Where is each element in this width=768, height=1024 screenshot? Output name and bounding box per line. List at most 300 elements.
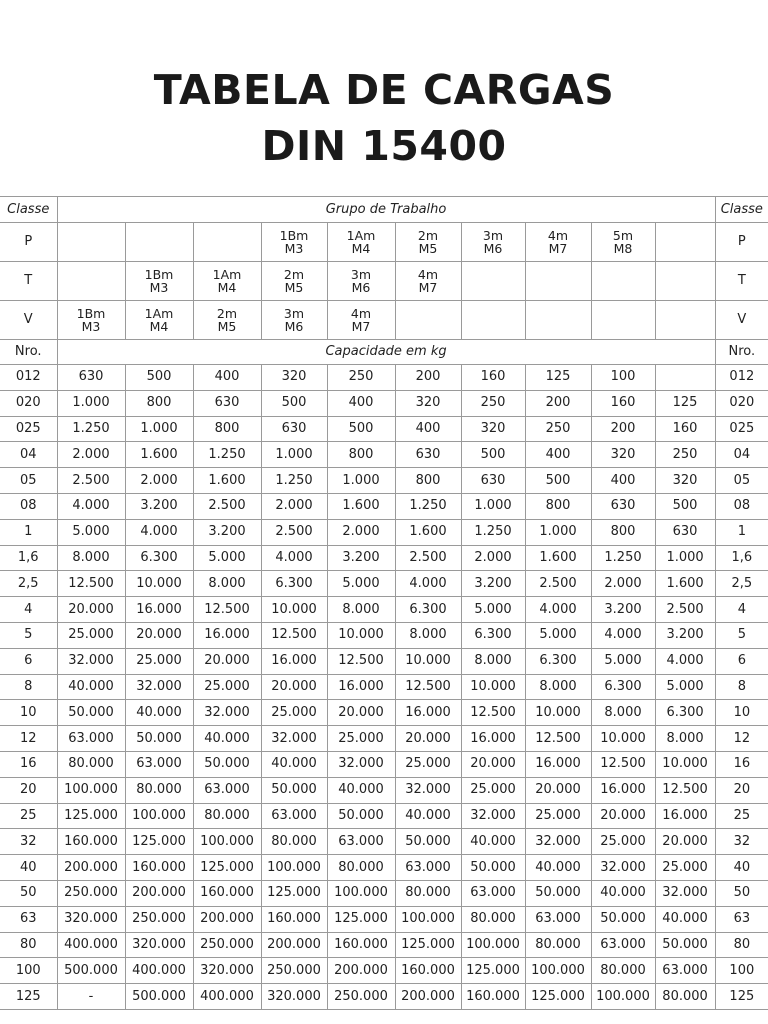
table-row: [0, 416, 768, 442]
row-nro-right: 20: [715, 777, 768, 803]
load-table: [0, 196, 768, 1010]
group-label-left: T: [0, 262, 57, 301]
row-nro-left: 6: [0, 648, 57, 674]
grupo-trabalho-label: Grupo de Trabalho: [57, 197, 715, 223]
row-nro-right: 80: [715, 932, 768, 958]
group-label-left: P: [0, 223, 57, 262]
row-nro-left: 10: [0, 700, 57, 726]
capacity-cell: 1.000: [327, 468, 395, 494]
capacity-cell: 500.000: [57, 958, 125, 984]
capacity-cell: 630: [57, 365, 125, 391]
capacity-cell: 16.000: [261, 648, 327, 674]
table-row: [0, 726, 768, 752]
group-cell: [327, 223, 395, 262]
group-cell-line-1: 2m: [417, 228, 439, 243]
capacity-cell: 80.000: [193, 803, 261, 829]
group-cell: [261, 301, 327, 340]
group-label-right: T: [715, 262, 768, 301]
group-cell: [655, 262, 715, 301]
group-cell: [461, 301, 525, 340]
capacity-cell: 3.200: [125, 493, 193, 519]
capacity-cell: 3.200: [591, 597, 655, 623]
capacity-cell: 400.000: [193, 984, 261, 1010]
capacity-cell: 12.500: [461, 700, 525, 726]
capacity-cell: 5.000: [461, 597, 525, 623]
row-nro-right: 08: [715, 493, 768, 519]
capacity-cell: 400: [193, 365, 261, 391]
capacity-cell: 32.000: [327, 751, 395, 777]
capacity-cell: 160.000: [57, 829, 125, 855]
capacity-cell: 16.000: [655, 803, 715, 829]
group-cell-line-1: 2m: [216, 306, 238, 321]
capacity-cell: 500: [125, 365, 193, 391]
capacity-cell: 630: [591, 493, 655, 519]
capacity-cell: 1.600: [193, 468, 261, 494]
capacity-cell: 160.000: [395, 958, 461, 984]
capacity-cell: 40.000: [57, 674, 125, 700]
capacity-cell: 16.000: [395, 700, 461, 726]
capacity-cell: 25.000: [655, 855, 715, 881]
group-cell: [125, 223, 193, 262]
row-nro-right: 020: [715, 390, 768, 416]
capacity-cell: 20.000: [57, 597, 125, 623]
capacity-cell: 1.250: [461, 519, 525, 545]
capacity-cell: 250: [655, 442, 715, 468]
capacity-cell: 160.000: [461, 984, 525, 1010]
capacity-cell: 2.500: [261, 519, 327, 545]
capacity-cell: 10.000: [591, 726, 655, 752]
capacity-cell: 250.000: [327, 984, 395, 1010]
group-cell-line-1: 2m: [283, 267, 305, 282]
capacity-cell: 1.250: [261, 468, 327, 494]
group-cell-line-2: M3: [149, 280, 169, 295]
capacity-cell: 6.300: [395, 597, 461, 623]
nro-label-right: Nro.: [715, 340, 768, 365]
capacity-cell: 40.000: [591, 880, 655, 906]
table-row: [0, 597, 768, 623]
group-cell: [461, 262, 525, 301]
capacity-cell: 50.000: [591, 906, 655, 932]
capacity-cell: 40.000: [125, 700, 193, 726]
group-row-v: [0, 301, 768, 340]
table-row: [0, 880, 768, 906]
group-cell-line-2: M4: [217, 280, 237, 295]
capacity-cell: 320: [655, 468, 715, 494]
capacity-cell: 1.000: [655, 545, 715, 571]
capacity-cell: 40.000: [193, 726, 261, 752]
capacity-cell: 8.000: [395, 622, 461, 648]
capacity-cell: 1.250: [395, 493, 461, 519]
capacity-cell: 80.000: [261, 829, 327, 855]
capacity-cell: 200.000: [395, 984, 461, 1010]
capacity-cell: 250.000: [261, 958, 327, 984]
capacity-cell: 1.600: [327, 493, 395, 519]
capacity-cell: 630: [461, 468, 525, 494]
capacity-cell: 8.000: [327, 597, 395, 623]
capacity-cell: 10.000: [327, 622, 395, 648]
capacity-cell: 16.000: [193, 622, 261, 648]
group-cell-line-1: 1Am: [346, 228, 376, 243]
capacity-cell: 6.300: [525, 648, 591, 674]
capacity-cell: 32.000: [395, 777, 461, 803]
capacity-cell: 5.000: [327, 571, 395, 597]
group-cell-line-2: M7: [548, 241, 568, 256]
group-cell-line-2: M5: [418, 241, 438, 256]
capacity-cell: 80.000: [525, 932, 591, 958]
capacity-cell: 80.000: [461, 906, 525, 932]
capacity-cell: 200: [525, 390, 591, 416]
row-nro-left: 05: [0, 468, 57, 494]
capacity-cell: 16.000: [125, 597, 193, 623]
capacity-cell: 100.000: [193, 829, 261, 855]
title-line-1: TABELA DE CARGAS: [153, 66, 615, 114]
table-row: [0, 932, 768, 958]
capacity-cell: 4.000: [261, 545, 327, 571]
group-cell: [591, 301, 655, 340]
capacity-cell: 10.000: [525, 700, 591, 726]
capacity-cell: 4.000: [395, 571, 461, 597]
capacity-cell: 320: [395, 390, 461, 416]
capacity-cell: 125.000: [525, 984, 591, 1010]
capacity-cell: 6.300: [125, 545, 193, 571]
classe-label-left: Classe: [0, 197, 57, 223]
group-cell: [125, 262, 193, 301]
capacity-cell: 32.000: [193, 700, 261, 726]
capacity-cell: 63.000: [327, 829, 395, 855]
nro-label-left: Nro.: [0, 340, 57, 365]
group-cell: [525, 301, 591, 340]
capacity-cell: 125: [655, 390, 715, 416]
classe-label-right: Classe: [715, 197, 768, 223]
capacity-cell: 250.000: [193, 932, 261, 958]
capacity-cell: 320: [461, 416, 525, 442]
capacity-cell: 50.000: [655, 932, 715, 958]
group-cell-line-2: M7: [351, 319, 371, 334]
row-nro-left: 25: [0, 803, 57, 829]
group-cell: [327, 301, 395, 340]
capacity-cell: 4.000: [125, 519, 193, 545]
capacity-cell: 200.000: [327, 958, 395, 984]
capacity-cell: 1.000: [461, 493, 525, 519]
capacity-cell: 1.250: [57, 416, 125, 442]
capacity-cell: 800: [395, 468, 461, 494]
capacity-cell: 4.000: [57, 493, 125, 519]
row-nro-left: 20: [0, 777, 57, 803]
group-cell-line-2: M6: [351, 280, 371, 295]
row-nro-left: 4: [0, 597, 57, 623]
capacity-cell: 32.000: [655, 880, 715, 906]
capacity-cell: 200.000: [125, 880, 193, 906]
row-nro-left: 40: [0, 855, 57, 881]
capacity-cell: 250: [525, 416, 591, 442]
capacity-cell: 8.000: [655, 726, 715, 752]
capacity-cell: 40.000: [261, 751, 327, 777]
capacity-cell: 400.000: [125, 958, 193, 984]
table-row: [0, 571, 768, 597]
capacity-cell: 63.000: [193, 777, 261, 803]
capacity-cell: 320.000: [261, 984, 327, 1010]
group-cell: [395, 301, 461, 340]
capacity-cell: 125.000: [261, 880, 327, 906]
capacity-cell: 3.200: [655, 622, 715, 648]
capacity-cell: 20.000: [395, 726, 461, 752]
capacity-cell: 200: [591, 416, 655, 442]
group-label-right: P: [715, 223, 768, 262]
capacity-cell: 12.500: [591, 751, 655, 777]
capacity-cell: 6.300: [655, 700, 715, 726]
capacity-cell: 50.000: [327, 803, 395, 829]
capacity-cell: 2.500: [655, 597, 715, 623]
capacity-cell: 63.000: [525, 906, 591, 932]
capacity-cell: 5.000: [57, 519, 125, 545]
capacity-cell: 1.000: [57, 390, 125, 416]
capacity-cell: 250.000: [57, 880, 125, 906]
group-cell-line-2: M8: [613, 241, 633, 256]
capacity-cell: 8.000: [57, 545, 125, 571]
group-cell: [193, 223, 261, 262]
table-row: [0, 468, 768, 494]
capacity-cell: -: [57, 984, 125, 1010]
group-cell: [193, 262, 261, 301]
capacity-cell: 2.500: [525, 571, 591, 597]
capacity-cell: 32.000: [57, 648, 125, 674]
capacity-cell: 125: [525, 365, 591, 391]
group-cell-line-2: M3: [284, 241, 304, 256]
group-cell: [525, 223, 591, 262]
group-cell-line-2: M5: [217, 319, 237, 334]
table-row: [0, 674, 768, 700]
capacity-cell: 500: [461, 442, 525, 468]
capacidade-label: Capacidade em kg: [57, 340, 715, 365]
capacity-cell: 160.000: [125, 855, 193, 881]
capacity-cell: 100.000: [327, 880, 395, 906]
capacity-cell: 125.000: [193, 855, 261, 881]
capacity-cell: 20.000: [655, 829, 715, 855]
group-cell-line-1: 1Bm: [144, 267, 174, 282]
capacity-cell: 12.500: [395, 674, 461, 700]
group-cell: [525, 262, 591, 301]
page-title: [0, 62, 768, 174]
group-cell-line-1: 3m: [350, 267, 372, 282]
capacity-cell: 1.250: [591, 545, 655, 571]
table-row: [0, 751, 768, 777]
capacity-cell: 40.000: [327, 777, 395, 803]
capacity-cell: 10.000: [261, 597, 327, 623]
table-row: [0, 622, 768, 648]
capacity-cell: 10.000: [461, 674, 525, 700]
capacity-cell: 3.200: [193, 519, 261, 545]
capacity-cell: 25.000: [57, 622, 125, 648]
capacity-cell: 320: [261, 365, 327, 391]
table-row: [0, 803, 768, 829]
capacity-cell: 1.600: [525, 545, 591, 571]
capacity-cell: 1.000: [261, 442, 327, 468]
group-cell-line-2: M4: [351, 241, 371, 256]
capacity-cell: 20.000: [125, 622, 193, 648]
capacity-cell: 16.000: [591, 777, 655, 803]
row-nro-right: 4: [715, 597, 768, 623]
capacity-cell: 40.000: [461, 829, 525, 855]
table-row: [0, 442, 768, 468]
capacity-cell: 6.300: [261, 571, 327, 597]
group-cell-line-1: 3m: [283, 306, 305, 321]
capacity-cell: 400: [591, 468, 655, 494]
table-row: [0, 365, 768, 391]
row-nro-left: 63: [0, 906, 57, 932]
row-nro-left: 1: [0, 519, 57, 545]
capacity-cell: 63.000: [461, 880, 525, 906]
capacity-cell: 1.000: [525, 519, 591, 545]
group-cell-line-2: M4: [149, 319, 169, 334]
capacity-cell: 50.000: [125, 726, 193, 752]
capacity-cell: 160: [655, 416, 715, 442]
capacity-cell: 80.000: [327, 855, 395, 881]
capacity-cell: 200.000: [193, 906, 261, 932]
capacity-cell: 500: [655, 493, 715, 519]
row-nro-left: 020: [0, 390, 57, 416]
row-nro-right: 125: [715, 984, 768, 1010]
row-nro-right: 63: [715, 906, 768, 932]
capacity-cell: 25.000: [461, 777, 525, 803]
capacity-cell: 32.000: [525, 829, 591, 855]
capacity-cell: 40.000: [525, 855, 591, 881]
row-nro-right: 40: [715, 855, 768, 881]
row-nro-right: 8: [715, 674, 768, 700]
group-cell-line-1: 4m: [350, 306, 372, 321]
capacity-cell: 10.000: [125, 571, 193, 597]
row-nro-left: 08: [0, 493, 57, 519]
row-nro-left: 1,6: [0, 545, 57, 571]
capacity-cell: 32.000: [461, 803, 525, 829]
group-cell: [655, 223, 715, 262]
capacity-cell: 2.000: [591, 571, 655, 597]
capacity-cell: 200.000: [261, 932, 327, 958]
capacity-cell: 1.600: [125, 442, 193, 468]
capacity-cell: 8.000: [193, 571, 261, 597]
group-cell: [461, 223, 525, 262]
capacity-cell: 6.300: [591, 674, 655, 700]
capacity-cell: 125.000: [125, 829, 193, 855]
capacity-cell: 320.000: [193, 958, 261, 984]
row-nro-right: 6: [715, 648, 768, 674]
capacity-cell: 630: [193, 390, 261, 416]
row-nro-left: 04: [0, 442, 57, 468]
capacity-cell: 16.000: [525, 751, 591, 777]
table-row: [0, 958, 768, 984]
capacity-cell: 4.000: [591, 622, 655, 648]
table-row: [0, 777, 768, 803]
capacity-cell: 2.500: [57, 468, 125, 494]
capacity-cell: 400.000: [57, 932, 125, 958]
group-cell: [591, 223, 655, 262]
capacity-cell: 800: [591, 519, 655, 545]
capacity-cell: 12.500: [261, 622, 327, 648]
group-cell-line-2: M7: [418, 280, 438, 295]
capacity-cell: 12.500: [655, 777, 715, 803]
group-label-left: V: [0, 301, 57, 340]
capacity-cell: 800: [525, 493, 591, 519]
capacity-cell: 5.000: [655, 674, 715, 700]
capacity-cell: 2.000: [461, 545, 525, 571]
capacity-cell: 25.000: [327, 726, 395, 752]
capacity-cell: 40.000: [655, 906, 715, 932]
group-row-t: [0, 262, 768, 301]
capacity-cell: 32.000: [261, 726, 327, 752]
group-cell: [395, 262, 461, 301]
capacity-cell: 2.000: [125, 468, 193, 494]
capacity-cell: 8.000: [525, 674, 591, 700]
row-nro-left: 012: [0, 365, 57, 391]
row-nro-right: 05: [715, 468, 768, 494]
capacity-cell: 100: [591, 365, 655, 391]
capacity-cell: 500: [525, 468, 591, 494]
table-row: [0, 700, 768, 726]
capacity-cell: 630: [261, 416, 327, 442]
capacity-cell: 320.000: [57, 906, 125, 932]
capacity-cell: [655, 365, 715, 391]
group-label-right: V: [715, 301, 768, 340]
capacity-cell: 50.000: [395, 829, 461, 855]
capacity-cell: 25.000: [261, 700, 327, 726]
row-nro-right: 012: [715, 365, 768, 391]
row-nro-left: 80: [0, 932, 57, 958]
capacity-cell: 16.000: [327, 674, 395, 700]
group-cell: [261, 223, 327, 262]
row-nro-left: 025: [0, 416, 57, 442]
capacity-cell: 160.000: [193, 880, 261, 906]
capacity-cell: 800: [193, 416, 261, 442]
capacity-cell: 8.000: [591, 700, 655, 726]
group-cell: [57, 262, 125, 301]
capacity-cell: 2.500: [395, 545, 461, 571]
capacity-cell: 25.000: [193, 674, 261, 700]
capacity-cell: 2.000: [261, 493, 327, 519]
group-cell: [395, 223, 461, 262]
group-cell-line-1: 1Am: [212, 267, 242, 282]
capacity-cell: 80.000: [125, 777, 193, 803]
nro-header-row: [0, 340, 768, 365]
capacity-cell: 3.200: [327, 545, 395, 571]
row-nro-right: 2,5: [715, 571, 768, 597]
row-nro-right: 1: [715, 519, 768, 545]
group-cell-line-2: M6: [483, 241, 503, 256]
capacity-cell: 250.000: [125, 906, 193, 932]
capacity-cell: 63.000: [591, 932, 655, 958]
capacity-cell: 500: [327, 416, 395, 442]
capacity-cell: 20.000: [525, 777, 591, 803]
capacity-cell: 50.000: [193, 751, 261, 777]
capacity-cell: 32.000: [125, 674, 193, 700]
capacity-cell: 800: [125, 390, 193, 416]
capacity-cell: 1.600: [395, 519, 461, 545]
capacity-cell: 320.000: [125, 932, 193, 958]
capacity-cell: 12.500: [525, 726, 591, 752]
capacity-cell: 6.300: [461, 622, 525, 648]
capacity-cell: 80.000: [655, 984, 715, 1010]
classe-header-row: [0, 197, 768, 223]
capacity-cell: 800: [327, 442, 395, 468]
capacity-cell: 80.000: [591, 958, 655, 984]
row-nro-left: 100: [0, 958, 57, 984]
row-nro-left: 32: [0, 829, 57, 855]
group-cell-line-2: M5: [284, 280, 304, 295]
row-nro-right: 04: [715, 442, 768, 468]
group-cell-line-1: 1Bm: [279, 228, 309, 243]
row-nro-right: 5: [715, 622, 768, 648]
capacity-cell: 100.000: [591, 984, 655, 1010]
row-nro-left: 5: [0, 622, 57, 648]
title-line-2: DIN 15400: [261, 122, 507, 170]
